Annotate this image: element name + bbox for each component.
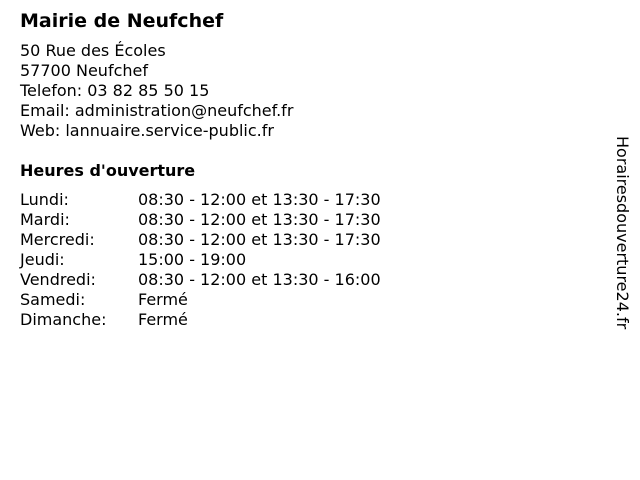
hours-row-saturday [20,290,580,310]
site-watermark: Horairesdouverture24.fr [613,136,632,330]
time-value: Fermé [138,290,188,309]
time-value: 08:30 - 12:00 et 13:30 - 17:30 [138,230,381,249]
time-value: 08:30 - 12:00 et 13:30 - 17:30 [138,210,381,229]
address-street: 50 Rue des Écoles [20,41,166,60]
day-label: Mercredi: [20,230,95,249]
day-label: Samedi: [20,290,86,309]
hours-list [20,190,580,330]
email-line: Email: administration@neufchef.fr [20,101,294,120]
business-card [20,9,580,330]
day-label: Jeudi: [20,250,65,269]
phone-line: Telefon: 03 82 85 50 15 [20,81,210,100]
hours-row-friday [20,270,580,290]
hours-heading: Heures d'ouverture [20,161,196,180]
day-label: Vendredi: [20,270,96,289]
time-value: 15:00 - 19:00 [138,250,247,269]
day-label: Dimanche: [20,310,107,329]
time-value: 08:30 - 12:00 et 13:30 - 16:00 [138,270,381,289]
hours-row-tuesday [20,210,580,230]
address-city: 57700 Neufchef [20,61,148,80]
hours-row-monday [20,190,580,210]
page-title: Mairie de Neufchef [20,10,224,32]
hours-row-sunday [20,310,580,330]
day-label: Lundi: [20,190,69,209]
time-value: Fermé [138,310,188,329]
web-line: Web: lannuaire.service-public.fr [20,121,274,140]
hours-row-thursday [20,250,580,270]
day-label: Mardi: [20,210,70,229]
hours-row-wednesday [20,230,580,250]
time-value: 08:30 - 12:00 et 13:30 - 17:30 [138,190,381,209]
